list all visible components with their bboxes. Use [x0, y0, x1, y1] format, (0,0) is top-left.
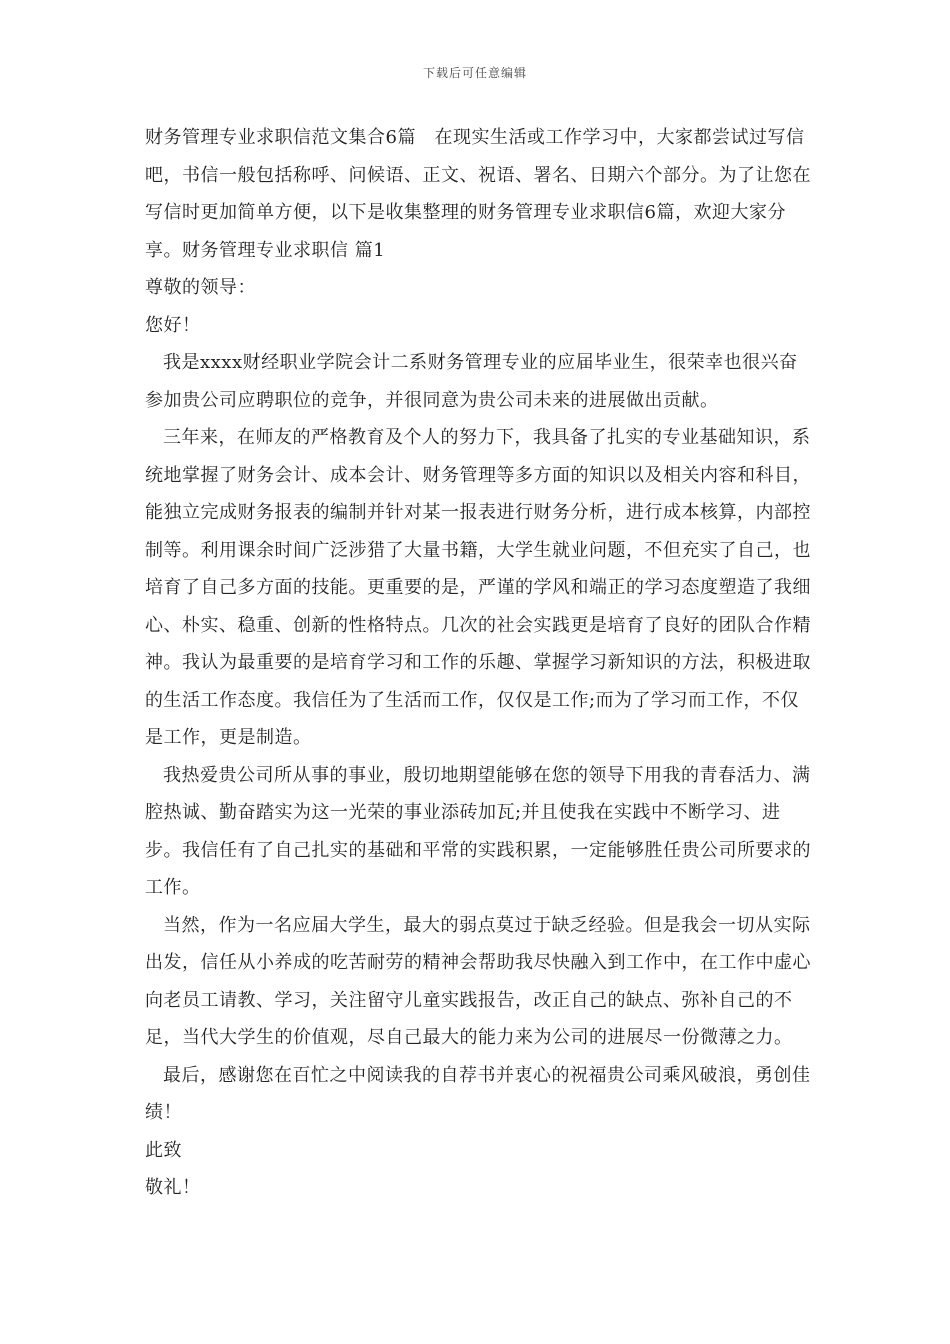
body-paragraph-3: 我热爱贵公司所从事的事业，殷切地期望能够在您的领导下用我的青春活力、满腔热诚、勤奋踏实为这一光荣的事业添砖加瓦;并且使我在实践中不断学习、进步。我信任有了自己扎实的基础和平常的实践积累，一定能够胜任贵公司所要求的工作。: [145, 764, 811, 898]
page-header: 下载后可任意编辑: [422, 66, 527, 80]
body-paragraph-5: 最后，感谢您在百忙之中阅读我的自荐书并衷心的祝福贵公司乘风破浪，勇创佳绩！: [145, 1064, 811, 1123]
body-paragraph-1: 我是xxxx财经职业学院会计二系财务管理专业的应届毕业生，很荣幸也很兴奋参加贵公司应聘职位的竞争，并很同意为贵公司未来的进展做出贡献。: [145, 352, 798, 411]
body-paragraph-2: 三年来，在师友的严格教育及个人的努力下，我具备了扎实的专业基础知识，系统地掌握了财务会计、成本会计、财务管理等多方面的知识以及相关内容和科目，能独立完成财务报表的编制并针对某一报表进行财务分析，进行成本核算，内部控制等。利用课余时间广泛涉猎了大量书籍，大学生就业问题，不但充实了自己，也培育了自己多方面的技能。更重要的是，严谨的学风和端正的学习态度塑造了我细心、朴实、稳重、创新的性格特点。几次的社会实践更是培育了良好的团队合作精神。我认为最重要的是培育学习和工作的乐趣、掌握学习新知识的方法，积极进取的生活工作态度。我信任为了生活而工作，仅仅是工作;而为了学习而工作，不仅是工作，更是制造。: [145, 427, 811, 748]
closing-line-1: 此致: [145, 1139, 182, 1161]
intro-paragraph: 财务管理专业求职信范文集合6篇 在现实生活或工作学习中，大家都尝试过写信吧，书信一般包括称呼、问候语、正文、祝语、署名、日期六个部分。为了让您在写信时更加简单方便，以下是收集整理的财务管理专业求职信6篇，欢迎大家分享。财务管理专业求职信 篇1: [145, 127, 811, 261]
body-paragraph-4: 当然，作为一名应届大学生，最大的弱点莫过于缺乏经验。但是我会一切从实际出发，信任从小养成的吃苦耐劳的精神会帮助我尽快融入到工作中，在工作中虚心向老员工请教、学习，关注留守儿童实践报告，改正自己的缺点、弥补自己的不足，当代大学生的价值观，尽自己最大的能力来为公司的进展尽一份微薄之力。: [145, 914, 811, 1048]
greeting: 您好！: [145, 314, 201, 336]
closing-line-2: 敬礼！: [145, 1177, 201, 1198]
document-body: [145, 119, 815, 1207]
salutation: 尊敬的领导：: [145, 277, 256, 298]
